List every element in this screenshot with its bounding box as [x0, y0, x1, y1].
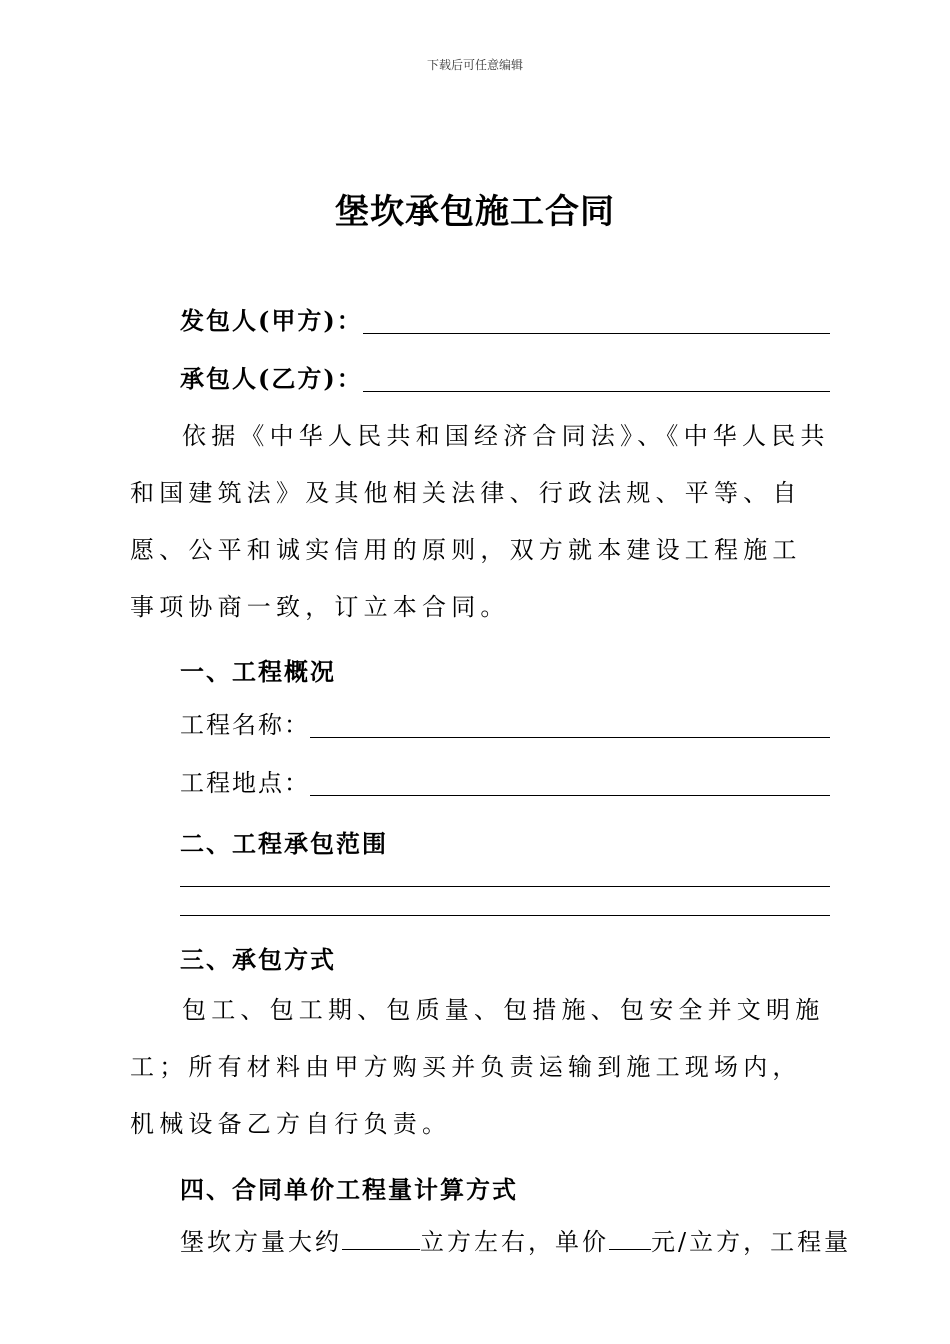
section4-heading: 四、合同单价工程量计算方式 [180, 1175, 518, 1204]
section4-text-b: 立方左右，单价 [420, 1228, 609, 1256]
section1-heading: 一、工程概况 [180, 657, 336, 686]
scope-blank-line-2[interactable] [180, 915, 830, 916]
project-name-label: 工程名称： [180, 711, 310, 739]
party-b-label: 承包人(乙方)： [180, 364, 363, 393]
party-a-label: 发包人(甲方)： [180, 306, 363, 335]
header-note: 下载后可任意编辑 [426, 58, 523, 72]
unit-price-blank[interactable] [609, 1227, 651, 1250]
section3-body: 包工、包工期、包质量、包措施、包安全并文明施工；所有材料由甲方购买并负责运输到施工现场内，机械设备乙方自行负责。 [130, 996, 825, 1138]
section3-heading: 三、承包方式 [180, 945, 336, 974]
project-location-row [180, 762, 830, 798]
party-a-row [180, 300, 830, 336]
intro-paragraph: 依据《中华人民共和国经济合同法》、《中华人民共和国建筑法》及其他相关法律、行政法规、平等、自愿、公平和诚实信用的原则，双方就本建设工程施工事项协商一致，订立本合同。 [130, 422, 830, 621]
project-name-row [180, 704, 830, 740]
party-b-blank[interactable] [363, 361, 830, 392]
scope-blank-line-1[interactable] [180, 886, 830, 887]
party-b-row [180, 358, 830, 394]
section2-heading: 二、工程承包范围 [180, 829, 388, 858]
section4-text-c: 元/立方，工程量 [651, 1228, 852, 1256]
volume-blank[interactable] [342, 1227, 420, 1250]
document-title: 堡坎承包施工合同 [335, 192, 615, 232]
project-location-blank[interactable] [310, 765, 830, 796]
section4-text-a: 堡坎方量大约 [180, 1228, 342, 1256]
project-location-label: 工程地点： [180, 769, 310, 797]
party-a-blank[interactable] [363, 303, 830, 334]
project-name-blank[interactable] [310, 707, 830, 738]
section4-line [180, 1222, 852, 1257]
